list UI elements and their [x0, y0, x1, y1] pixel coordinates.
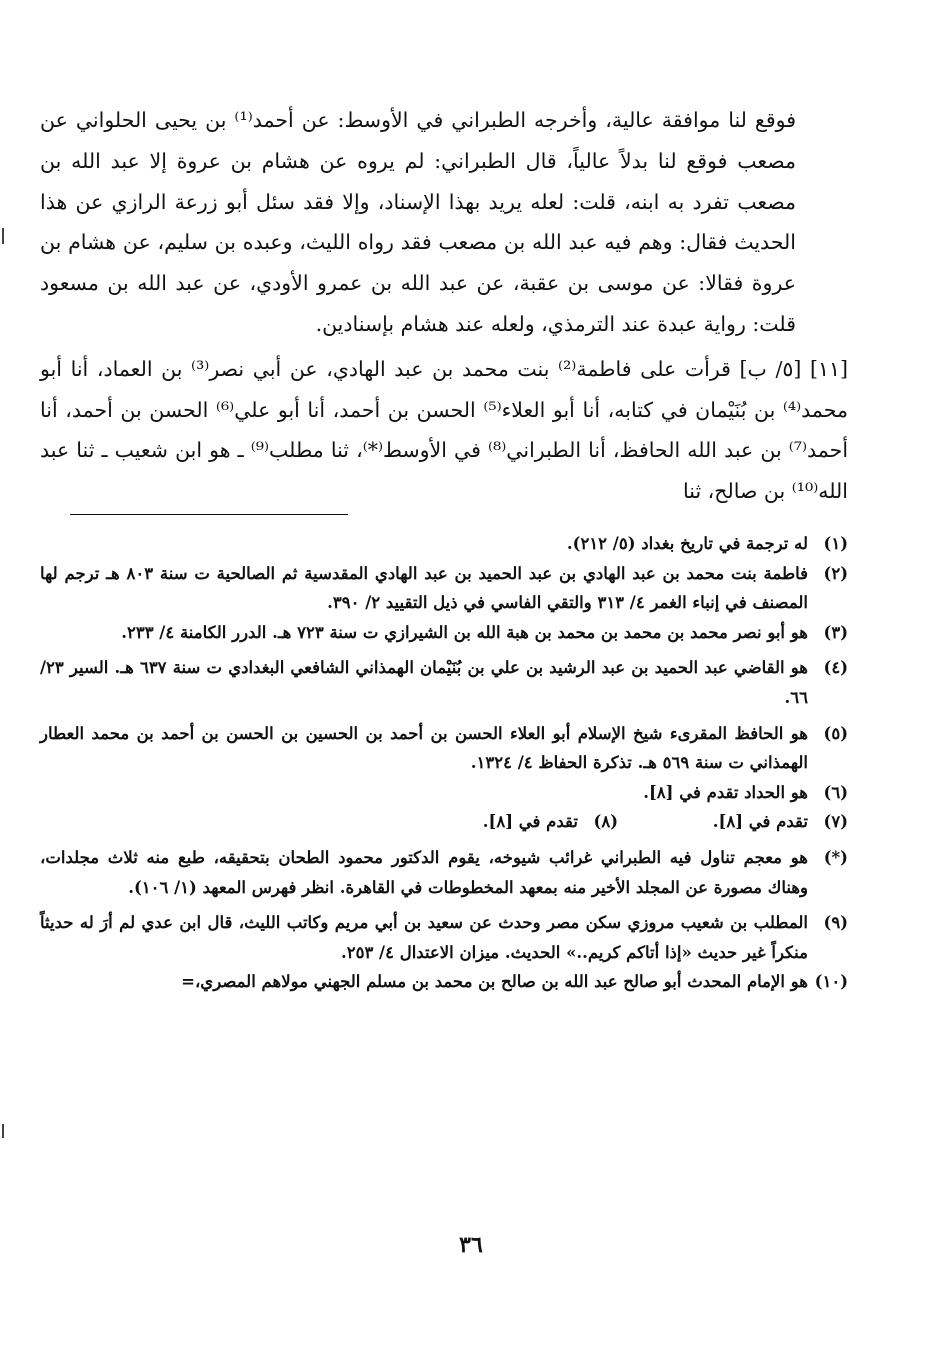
footnote-text: تقدم في [٨].	[482, 812, 578, 832]
scan-edge-mark	[2, 228, 4, 244]
footnote-2	[40, 559, 848, 618]
page-number: ٣٦	[459, 1232, 483, 1258]
footnote-text: هو الحافظ المقرىء شيخ الإسلام أبو العلاء الحسن بن أحمد بن الحسين بن الحسن بن أحمد بن محمد العطار الهمذاني ت سنة ٥٦٩ هـ. تذكرة الحفاظ ٤/ ١٣٢٤.	[40, 723, 808, 773]
footnote-number: (٩)	[823, 913, 848, 933]
footnote-number: (١)	[823, 533, 848, 553]
footnote-4	[40, 653, 848, 712]
footnote-text: المطلب بن شعيب مروزي سكن مصر وحدث عن سعيد بن أبي مريم وكاتب الليث، قال ابن عدي لم أرَ له حديثاً منكراً غير حديث «إذا أتاكم كريم..» الحديث. ميزان الاعتدال ٤/ ٢٥٣.	[40, 913, 808, 962]
footnote-7	[618, 807, 848, 837]
footnote-text: له ترجمة في تاريخ بغداد (٥/ ٢١٢).	[566, 533, 808, 553]
main-paragraph-1: فوقع لنا موافقة عالية، وأخرجه الطبراني في الأوسط: عن أحمد⁽¹⁾ بن يحيى الحلواني عن مصعب فوقع لنا بدلاً عالياً، قال الطبراني: لم يروه عن هشام بن عروة إلا عبد الله بن مصعب تفرد به ابنه، قلت: لعله يريد بهذا الإسناد، وإلا فقد سئل أبو زرعة الرازي عن هذا الحديث فقال: وهم فيه عبد الله بن مصعب فقد رواه الليث، وعبده بن سليم، عن هشام بن عروة فقالا: عن موسى بن عقبة، عن عبد الله بن عمرو الأودي، عن عبد الله بن مسعود قلت: رواية عبدة عند الترمذي، ولعله عند هشام بإسنادين.	[40, 108, 797, 336]
footnote-8	[318, 807, 618, 837]
footnote-text: هو معجم تناول فيه الطبراني غرائب شيوخه، يقوم الدكتور محمود الطحان بتحقيقه، طبع منه ثلاث مجلدات، وهناك مصورة عن المجلد الأخير منه بمعهد المخطوطات في القاهرة. انظر فهرس المعهد (١/ ١٠٦).	[40, 847, 808, 897]
main-paragraph-2: [١١] [٥/ ب] قرأت على فاطمة⁽²⁾ بنت محمد بن عبد الهادي، عن أبي نصر⁽³⁾ بن العماد، أنا أبو محمد⁽⁴⁾ بن بُنَيْمان في كتابه، أنا أبو العلاء⁽⁵⁾ الحسن بن أحمد، أنا أبو علي⁽⁶⁾ الحسن بن أحمد، أنا أحمد⁽⁷⁾ بن عبد الله الحافظ، أنا الطبراني⁽⁸⁾ في الأوسط⁽*⁾، ثنا مطلب⁽⁹⁾ ـ هو ابن شعيب ـ ثنا عبد الله⁽¹⁰⁾ بن صالح، ثنا	[40, 356, 849, 504]
footnote-1	[40, 529, 848, 559]
footnote-10	[40, 967, 848, 997]
footnote-number: (٦)	[823, 782, 848, 802]
footnote-number: (٧)	[823, 812, 848, 832]
footnote-text: تقدم في [٨].	[712, 812, 808, 832]
footnotes	[40, 529, 848, 997]
footnote-number: (٥)	[823, 723, 848, 743]
page-body	[40, 100, 848, 997]
footnote-text: هو القاضي عبد الحميد بن عبد الرشيد بن علي بن بُنَيْمان الهمذاني الشافعي البغدادي ت سنة ٦٣٧ هـ. السير ٢٣/ ٦٦.	[40, 658, 808, 707]
footnote-number: (*)	[823, 847, 848, 867]
footnote-number: (١٠)	[814, 972, 848, 992]
footnote-6	[40, 778, 848, 808]
footnote-9	[40, 908, 848, 967]
footnote-separator	[70, 514, 848, 515]
footnote-number: (٢)	[823, 563, 848, 583]
main-text	[40, 100, 848, 512]
footnote-number: (٨)	[593, 812, 618, 832]
footnote-pair-7-8	[40, 807, 848, 837]
footnote-3	[40, 618, 848, 648]
footnote-number: (٤)	[823, 658, 848, 678]
scan-edge-mark	[2, 1124, 4, 1138]
footnote-text: هو الحداد تقدم في [٨].	[643, 782, 808, 802]
footnote-text: هو الإمام المحدث أبو صالح عبد الله بن صالح بن محمد بن مسلم الجهني مولاهم المصري،=	[181, 972, 808, 992]
footnote-number: (٣)	[823, 622, 848, 642]
footnote-5	[40, 719, 848, 778]
footnote-star	[40, 843, 848, 902]
footnote-text: فاطمة بنت محمد بن عبد الهادي بن عبد الحميد بن عبد الهادي المقدسية ثم الصالحية ت سنة ٨٠٣ هـ ترجم لها المصنف في إنباء الغمر ٤/ ٣١٣ والتقي الفاسي في ذيل التقييد ٢/ ٣٩٠.	[40, 563, 808, 613]
footnote-text: هو أبو نصر محمد بن محمد بن محمد بن هبة الله بن الشيرازي ت سنة ٧٢٣ هـ. الدرر الكامنة ٤/ ٢٣٣.	[121, 622, 808, 642]
